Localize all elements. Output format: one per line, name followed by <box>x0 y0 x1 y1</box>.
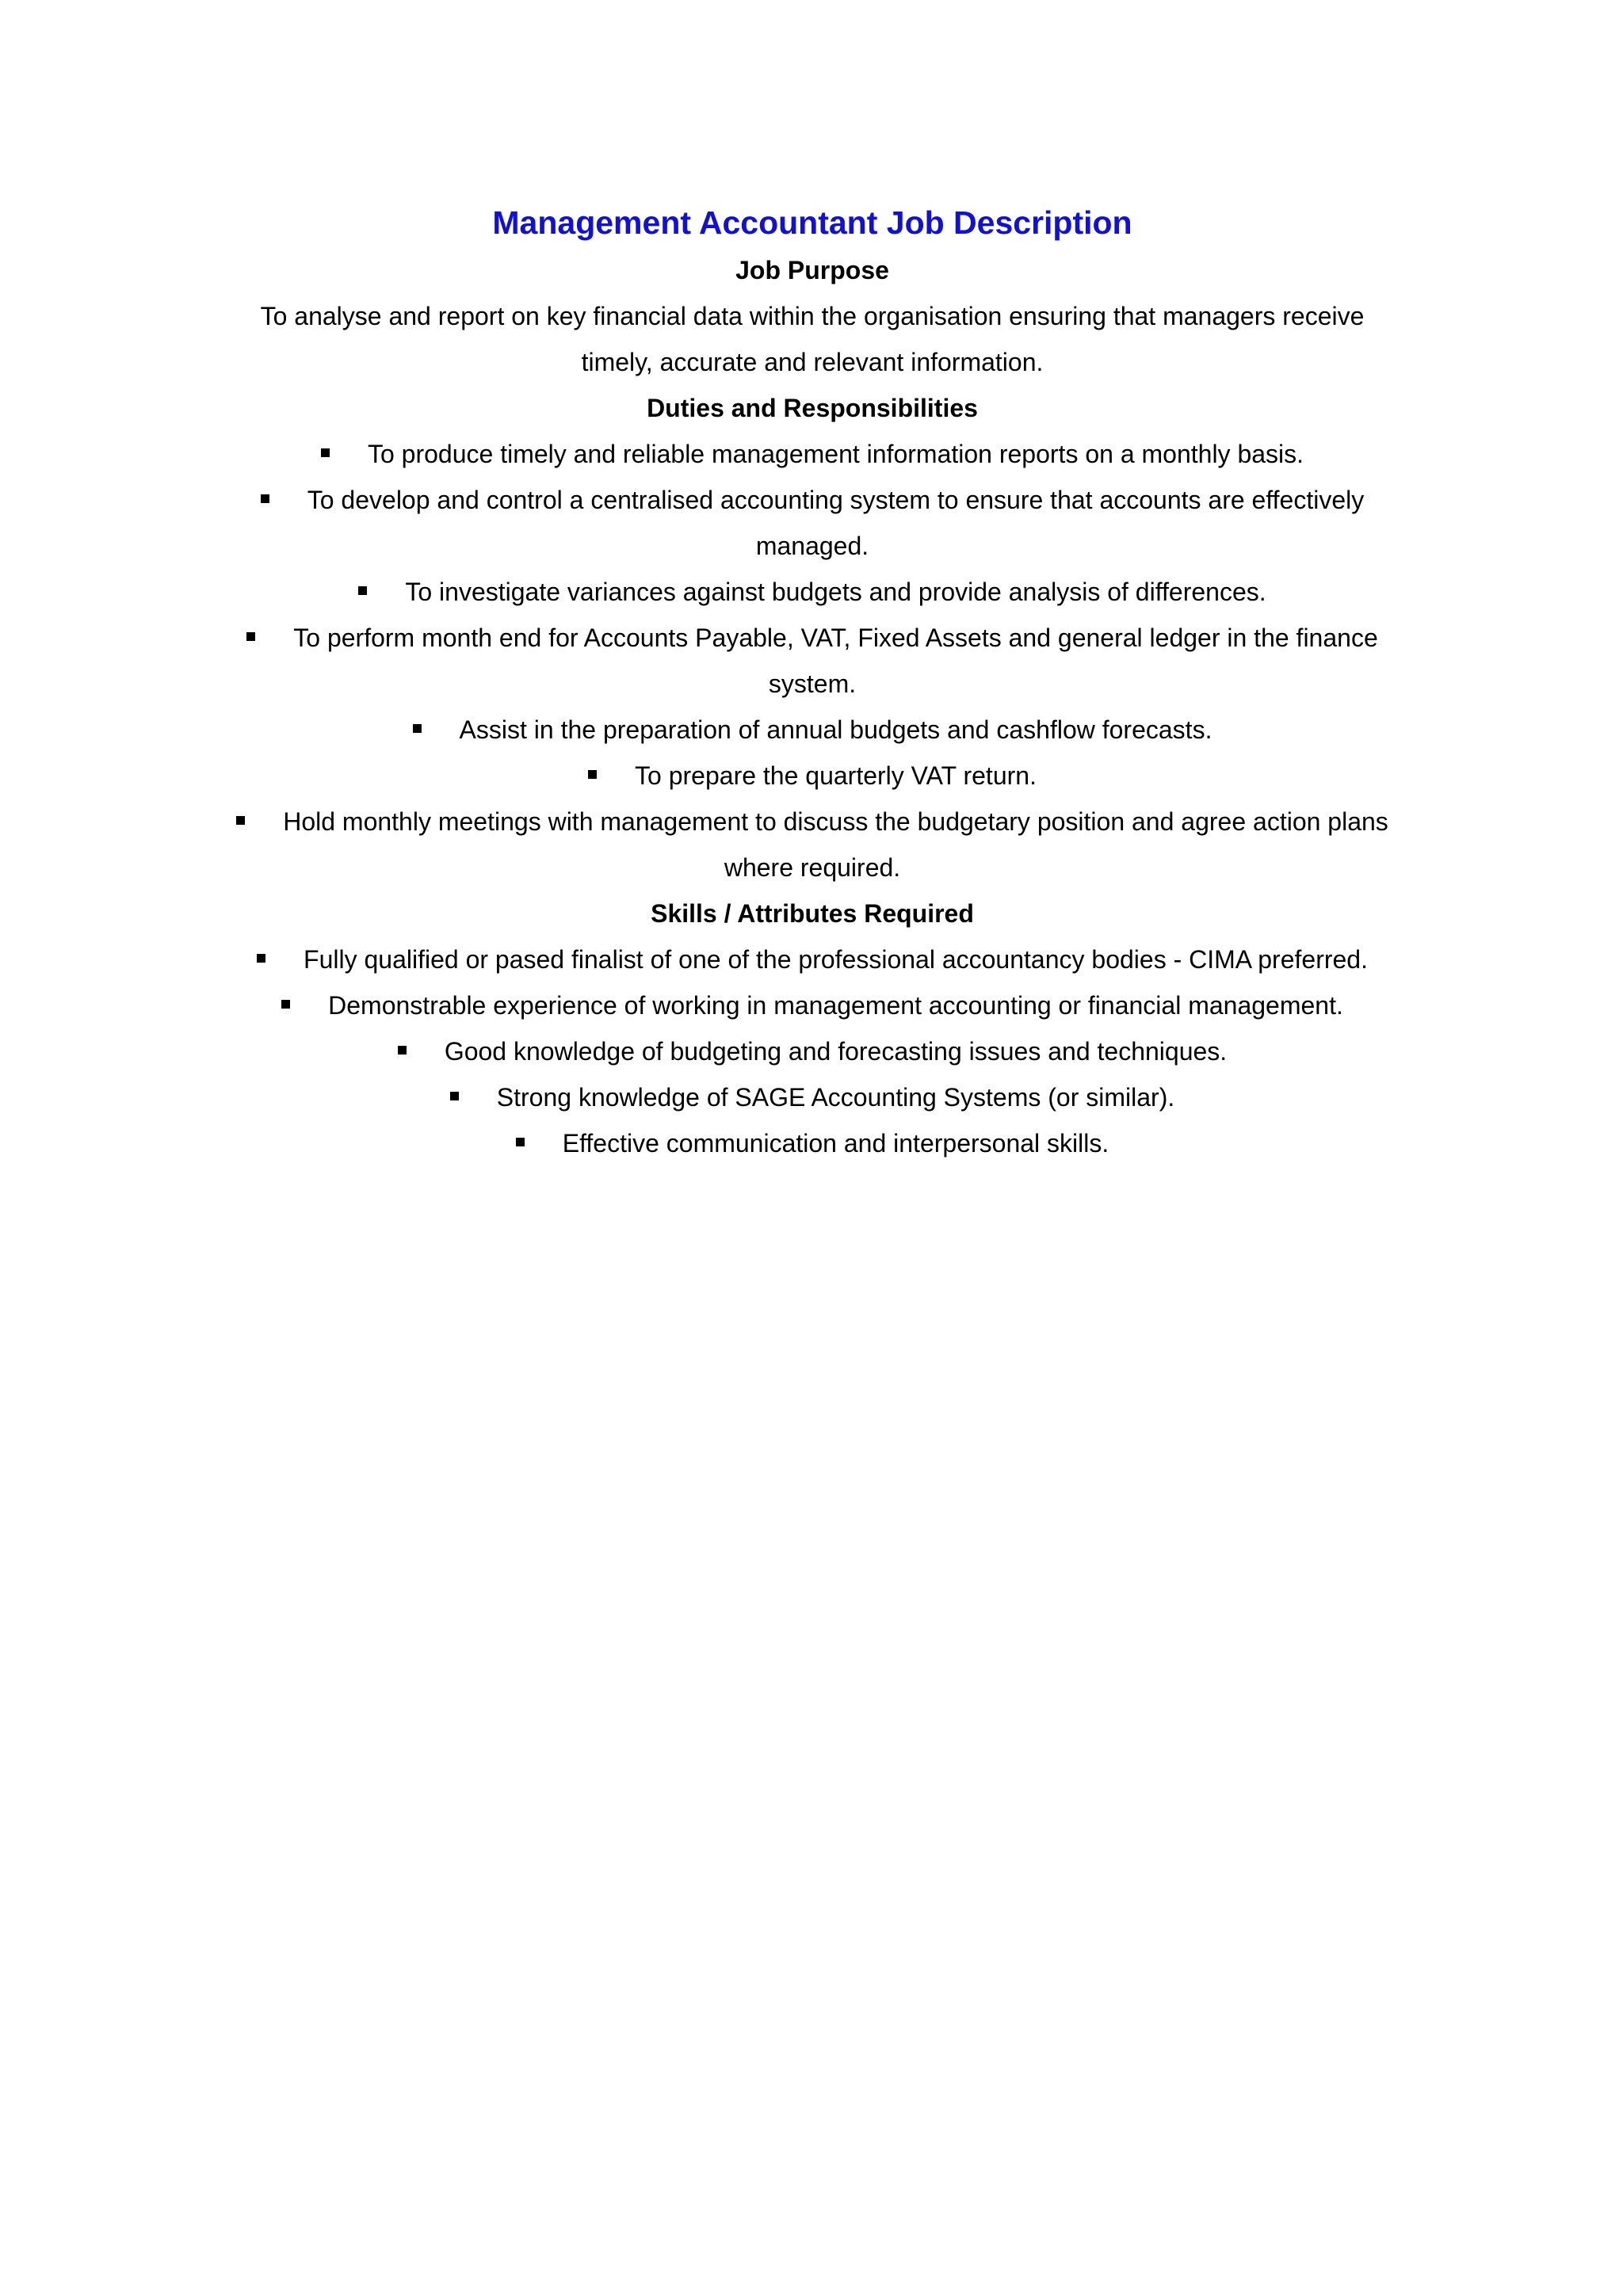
square-bullet-icon <box>236 816 245 825</box>
document-page <box>206 0 1419 2296</box>
job-purpose-heading: Job Purpose <box>735 256 889 284</box>
duty-text: To investigate variances against budgets and provide analysis of differences. <box>405 578 1266 606</box>
duty-item <box>206 615 1419 707</box>
square-bullet-icon <box>450 1092 459 1100</box>
document-title: Management Accountant Job Description <box>492 204 1132 241</box>
duty-item <box>206 707 1419 753</box>
duty-text: Hold monthly meetings with management to discuss the budgetary position and agree action plans where required. <box>283 807 1388 882</box>
skill-text: Demonstrable experience of working in management accounting or financial management. <box>328 991 1343 1020</box>
skill-text: Fully qualified or pased finalist of one of the professional accountancy bodies - CIMA preferred. <box>304 945 1368 974</box>
duties-list <box>206 431 1419 891</box>
duty-text: To perform month end for Accounts Payable, VAT, Fixed Assets and general ledger in the finance system. <box>293 624 1378 698</box>
skill-item <box>206 936 1419 982</box>
skill-text: Strong knowledge of SAGE Accounting Systems (or similar). <box>496 1083 1175 1112</box>
skill-item <box>206 1120 1419 1166</box>
skills-list <box>206 936 1419 1166</box>
duty-item <box>206 477 1419 569</box>
square-bullet-icon <box>281 1000 290 1009</box>
square-bullet-icon <box>413 724 422 733</box>
skills-heading: Skills / Attributes Required <box>651 899 974 928</box>
skill-text: Effective communication and interpersonal skills. <box>562 1129 1109 1158</box>
job-purpose-text: To analyse and report on key financial data within the organisation ensuring that managers receive timely, accurate and relevant information. <box>260 302 1365 376</box>
skill-text: Good knowledge of budgeting and forecasting issues and techniques. <box>444 1037 1228 1066</box>
document-content <box>206 198 1419 1166</box>
square-bullet-icon <box>516 1138 525 1146</box>
skill-item <box>206 982 1419 1028</box>
duty-text: To prepare the quarterly VAT return. <box>635 761 1037 790</box>
square-bullet-icon <box>261 494 269 503</box>
duty-text: To produce timely and reliable management information reports on a monthly basis. <box>367 440 1304 468</box>
duty-text: Assist in the preparation of annual budgets and cashflow forecasts. <box>459 715 1212 744</box>
square-bullet-icon <box>257 954 265 963</box>
duty-item <box>206 799 1419 891</box>
duty-text: To develop and control a centralised accounting system to ensure that accounts are effectively managed. <box>307 486 1365 560</box>
square-bullet-icon <box>246 632 255 641</box>
duty-item <box>206 753 1419 799</box>
square-bullet-icon <box>398 1046 407 1055</box>
duties-heading: Duties and Responsibilities <box>647 394 978 422</box>
duty-item <box>206 431 1419 477</box>
square-bullet-icon <box>588 770 597 779</box>
duty-item <box>206 569 1419 615</box>
square-bullet-icon <box>358 586 367 595</box>
skill-item <box>206 1028 1419 1074</box>
skill-item <box>206 1074 1419 1120</box>
square-bullet-icon <box>321 448 330 457</box>
